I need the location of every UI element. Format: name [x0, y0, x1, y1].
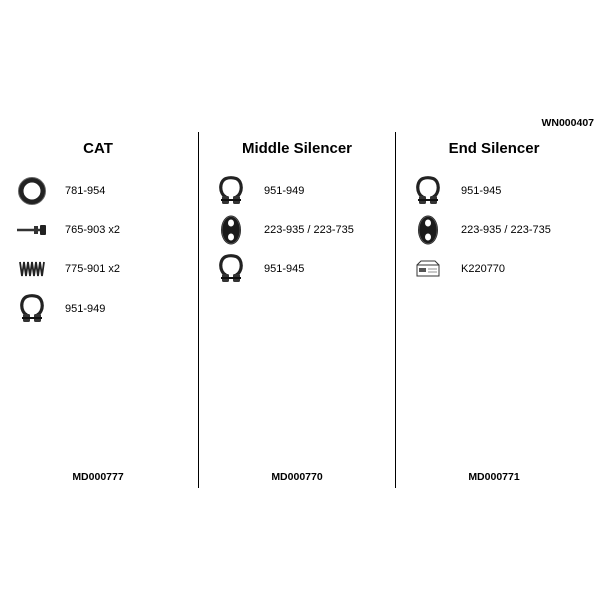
column-title: Middle Silencer: [241, 140, 353, 157]
clamp-icon: [412, 174, 444, 208]
part-number: K220770: [461, 263, 506, 275]
part-number: 951-949: [264, 185, 305, 197]
cat-column: [0, 132, 196, 488]
part-number: 781-954: [65, 185, 106, 197]
clamp-icon: [215, 174, 247, 208]
end-silencer-column: [395, 132, 592, 488]
part-item: [215, 174, 304, 208]
part-item: [412, 252, 505, 286]
document-reference: WN000407: [541, 117, 594, 129]
column-title: End Silencer: [448, 140, 540, 157]
bolt-icon: [16, 213, 48, 247]
part-number: 951-945: [461, 185, 502, 197]
part-item: [412, 174, 501, 208]
column-code: MD000777: [72, 471, 124, 483]
spring-icon: [16, 252, 48, 286]
part-number: 951-945: [264, 263, 305, 275]
clamp-icon: [16, 292, 48, 326]
rubber-mount-icon: [215, 213, 247, 247]
part-number: 223-935 / 223-735: [264, 224, 354, 236]
part-number: 223-935 / 223-735: [461, 224, 551, 236]
kit-box-icon: [412, 252, 444, 286]
part-item: [412, 213, 551, 247]
column-code: MD000770: [271, 471, 323, 483]
column-title: CAT: [83, 140, 113, 157]
part-item: [16, 292, 105, 326]
part-item: [16, 174, 105, 208]
part-number: 765-903 x2: [65, 224, 121, 236]
part-number: 775-901 x2: [65, 263, 121, 275]
rubber-mount-icon: [412, 213, 444, 247]
middle-silencer-column: [198, 132, 395, 488]
clamp-icon: [215, 252, 247, 286]
part-item: [215, 252, 304, 286]
part-number: 951-949: [65, 303, 106, 315]
part-item: [16, 213, 120, 247]
column-code: MD000771: [468, 471, 520, 483]
gasket-ring-icon: [16, 174, 48, 208]
part-item: [215, 213, 354, 247]
part-item: [16, 252, 120, 286]
